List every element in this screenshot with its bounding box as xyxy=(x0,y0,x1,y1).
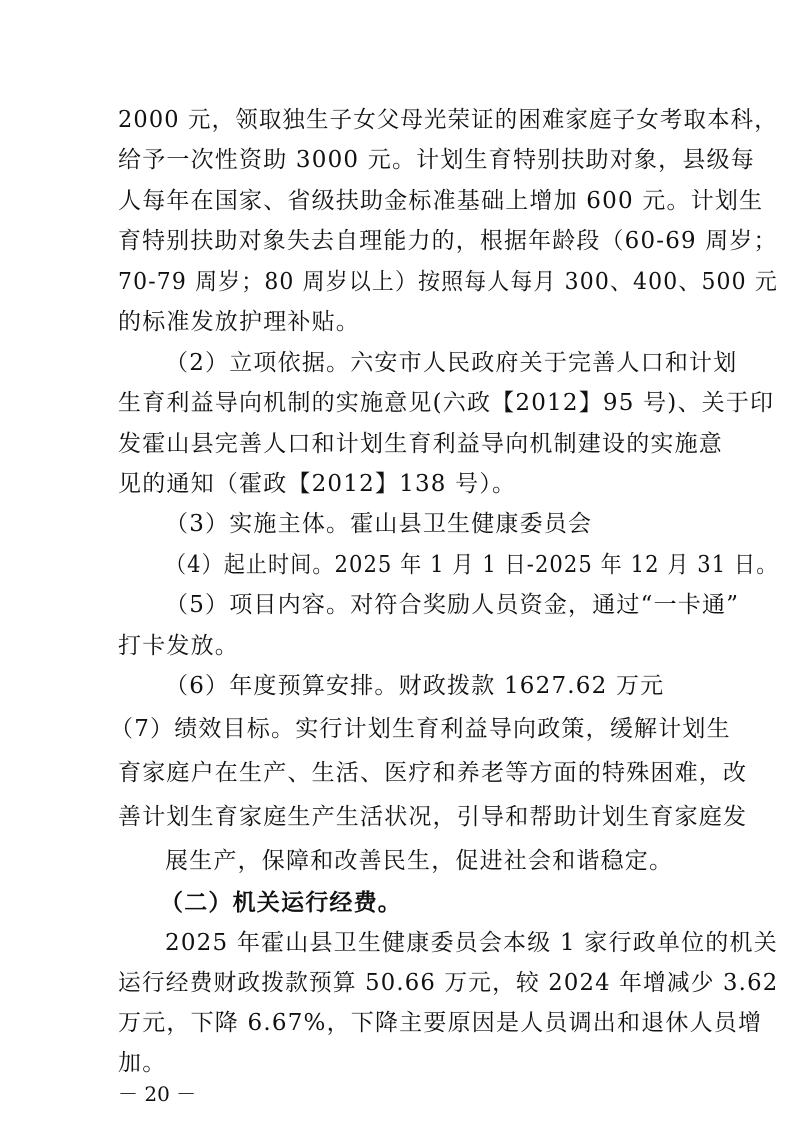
text-line: （7）绩效目标。实行计划生育利益导向政策，缓解计划生 xyxy=(110,716,731,742)
text-line: 善计划生育家庭生产生活状况，引导和帮助计划生育家庭发 xyxy=(118,804,748,830)
text-line: 发霍山县完善人口和计划生育利益导向机制建设的实施意 xyxy=(118,431,723,457)
text-line: 人每年在国家、省级扶助金标准基础上增加 600 元。计划生 xyxy=(118,188,764,214)
text-line: 70-79 周岁；80 周岁以上）按照每人每月 300、400、500 元 xyxy=(118,269,778,295)
text-line: 运行经费财政拨款预算 50.66 万元，较 2024 年增减少 3.62 xyxy=(118,970,779,996)
text-line: （2）立项依据。六安市人民政府关于完善人口和计划 xyxy=(165,350,738,376)
text-line: 育特别扶助对象失去自理能力的，根据年龄段（60-69 周岁； xyxy=(118,228,778,254)
text-line: 加。 xyxy=(118,1050,167,1076)
section-heading: （二）机关运行经费。 xyxy=(160,889,402,916)
text-line: 的标准发放护理补贴。 xyxy=(118,309,360,335)
text-line: 2000 元，领取独生子女父母光荣证的困难家庭子女考取本科， xyxy=(118,107,778,133)
text-line: 打卡发放。 xyxy=(118,633,239,659)
text-line: 万元，下降 6.67%，下降主要原因是人员调出和退休人员增 xyxy=(118,1010,763,1036)
page-number: － 20 － xyxy=(118,1082,197,1106)
text-line: 育家庭户在生产、生活、医疗和养老等方面的特殊困难，改 xyxy=(118,760,748,786)
text-line: 展生产，保障和改善民生，促进社会和谐稳定。 xyxy=(165,848,674,874)
text-line: （4）起止时间。2025 年 1 月 1 日-2025 年 12 月 31 日。 xyxy=(165,552,779,578)
text-line: 生育利益导向机制的实施意见(六政【2012】95 号)、关于印 xyxy=(118,390,775,416)
text-line: 见的通知（霍政【2012】138 号）。 xyxy=(118,471,517,497)
text-line: （6）年度预算安排。财政拨款 1627.62 万元 xyxy=(165,673,665,699)
text-line: 2025 年霍山县卫生健康委员会本级 1 家行政单位的机关 xyxy=(165,930,778,956)
text-line: 给予一次性资助 3000 元。计划生育特别扶助对象，县级每 xyxy=(118,147,755,173)
text-line: （3）实施主体。霍山县卫生健康委员会 xyxy=(165,511,593,537)
text-line: （5）项目内容。对符合奖励人员资金，通过“一卡通” xyxy=(165,592,740,618)
